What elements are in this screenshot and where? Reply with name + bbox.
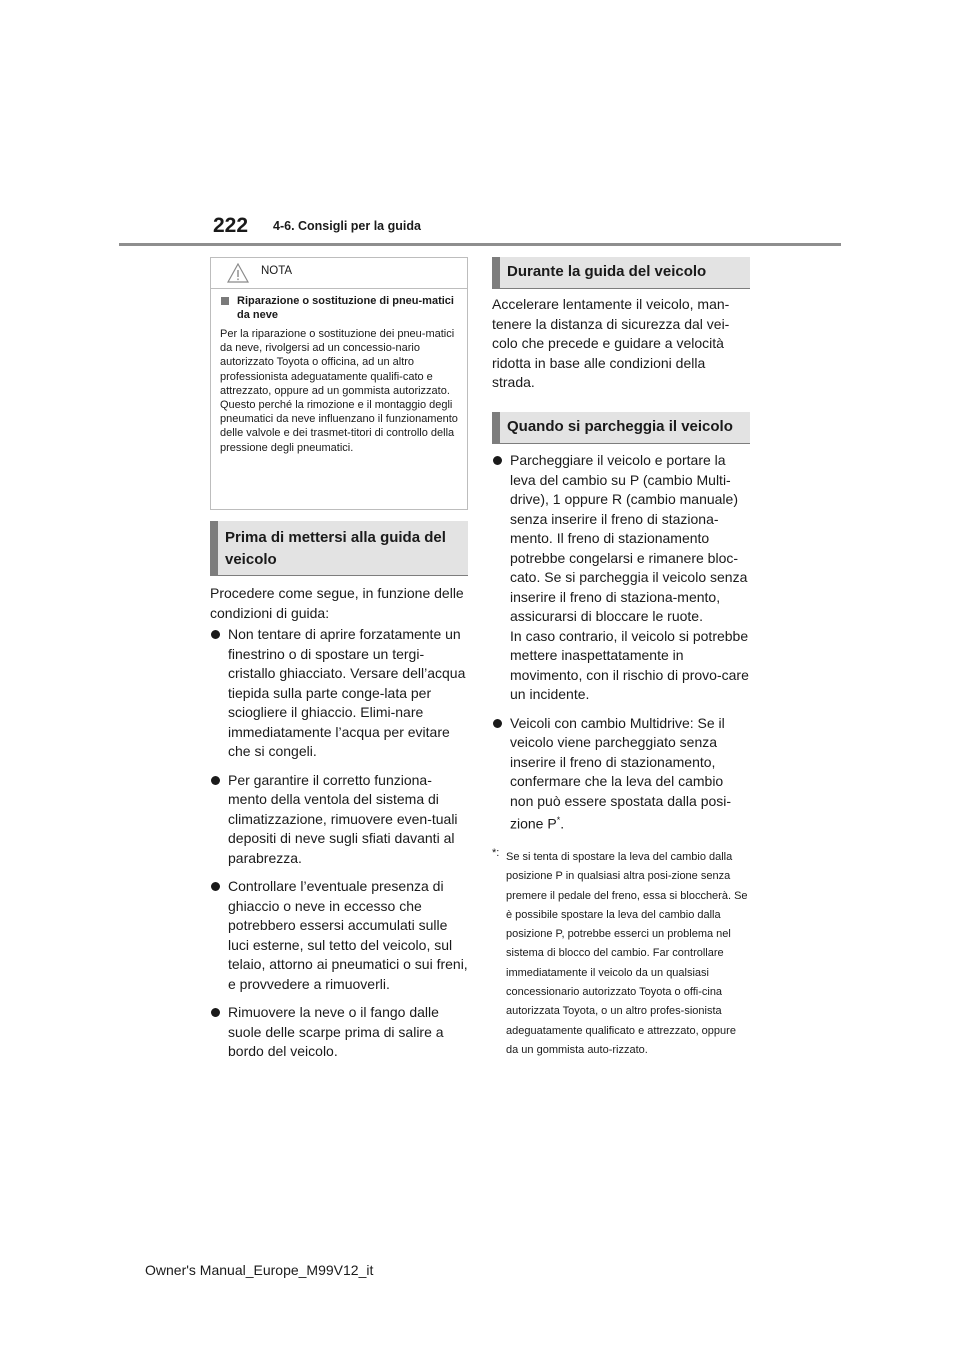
heading-while-driving xyxy=(492,257,750,289)
left-bullet-list xyxy=(210,625,468,1071)
right-bullet-list xyxy=(492,451,750,843)
bullet-dot-icon xyxy=(493,719,502,728)
list-item-text: Rimuovere la neve o il fango dalle suole delle scarpe prima di salire a bordo del veicolo. xyxy=(228,1004,444,1059)
list-item xyxy=(210,771,468,869)
note-subheading-text: Riparazione o sostituzione di pneu-matici da neve xyxy=(237,295,454,321)
note-subheading xyxy=(220,294,458,322)
heading-while-driving-text: Durante la guida del veicolo xyxy=(507,263,707,280)
bullet-dot-icon xyxy=(211,882,220,891)
note-text: Per la riparazione o sostituzione dei pneu-matici da neve, rivolgersi ad un concessio-nario autorizzato Toyota o officina, ad un altro professionista adeguatamente qualifi-cato e attrezzato, oppure ad un gommista autorizzato. Questo perché la rimozione e il montaggio degli pneumatici da neve influenzano il funzionamento delle valvole e dei trasmet-titori di controllo della pressione degli pneumatici. xyxy=(220,328,458,454)
list-item-text: Controllare l’eventuale presenza di ghiaccio o neve in eccesso che potrebbero essersi accumulati sulle luci esterne, sul tetto del veicolo, sul telaio, attorno ai pneumatici o sui freni, e provvedere a rimuoverli. xyxy=(228,878,468,992)
list-item xyxy=(210,625,468,762)
list-item-end: . xyxy=(560,815,565,832)
right-para: Accelerare lentamente il veicolo, man-tenere la distanza di sicurezza dal vei-colo che precede e guidare a velocità ridotta in base alle condizioni della strada. xyxy=(492,296,730,390)
footnote xyxy=(492,848,750,1060)
list-item-text: Parcheggiare il veicolo e portare la leva del cambio su P (cambio Multi-drive), 1 oppure R (cambio manuale) senza inserire il freno di staziona-mento. Il freno di stazionamento potrebbe congelarsi e rimanere bloc-cato. Se si parcheggia il veicolo senza inserire il freno di staziona-mento, assicurarsi di bloccare le ruote. xyxy=(510,452,748,624)
section-title: 4-6. Consigli per la guida xyxy=(273,219,421,233)
heading-parking-text: Quando si parcheggia il veicolo xyxy=(507,418,733,435)
footnote-reference: * xyxy=(556,815,561,825)
header-rule xyxy=(119,243,841,246)
list-item xyxy=(492,714,750,835)
heading-parking xyxy=(492,412,750,444)
heading-before-driving-text: Prima di mettersi alla guida del veicolo xyxy=(225,529,446,568)
list-item-continuation: In caso contrario, il veicolo si potrebbe mettere inaspettatamente in movimento, con il rischio di provo-care un incidente. xyxy=(510,627,749,702)
bullet-dot-icon xyxy=(493,456,502,465)
bullet-dot-icon xyxy=(211,1008,220,1017)
heading-before-driving xyxy=(210,521,468,576)
bullet-dot-icon xyxy=(211,630,220,639)
note-body xyxy=(211,289,467,455)
list-item xyxy=(210,877,468,994)
footnote-text: Se si tenta di spostare la leva del cambio dalla posizione P in qualsiasi altra posi-zione senza premere il pedale del freno, essa si bloccherà. Se è possibile spostare la leva del cambio dalla posizione P, potrebbe esserci un problema nel sistema di blocco del cambio. Far controllare immediatamente il veicolo da un qualsiasi concessionario autorizzato Toyota o offi-cina autorizzata Toyota, o un altro profes-sionista adeguatamente qualificato e attrezzato, oppure da un gommista auto-rizzato. xyxy=(506,851,748,1056)
bullet-dot-icon xyxy=(211,776,220,785)
left-intro: Procedere come segue, in funzione delle condizioni di guida: xyxy=(210,585,464,621)
footer-text: Owner's Manual_Europe_M99V12_it xyxy=(145,1262,374,1278)
page-number: 222 xyxy=(213,214,249,237)
list-item-text: Veicoli con cambio Multidrive: Se il veicolo viene parcheggiato senza inserire il freno di stazionamento, confermare che la leva del cambio non può essere spostata dalla posi-zione P xyxy=(510,714,732,832)
square-bullet-icon xyxy=(221,297,229,305)
note-box xyxy=(210,257,468,510)
note-label: NOTA xyxy=(261,265,293,277)
warning-icon xyxy=(227,263,249,283)
note-header xyxy=(211,258,467,289)
list-item-text: Per garantire il corretto funziona-mento della ventola del sistema di climatizzazione, rimuovere even-tuali depositi di neve sugli sfiati davanti al parabrezza. xyxy=(228,771,458,866)
footnote-mark: *: xyxy=(492,847,500,859)
list-item xyxy=(210,1003,468,1062)
list-item xyxy=(492,451,750,705)
list-item-text: Non tentare di aprire forzatamente un finestrino o di spostare un tergi-cristallo ghiacciato. Versare dell’acqua tiepida sulla parte conge-lata per sciogliere il ghiaccio. Elimi-nare immediatamente l’acqua per evitare che si congeli. xyxy=(228,626,466,759)
